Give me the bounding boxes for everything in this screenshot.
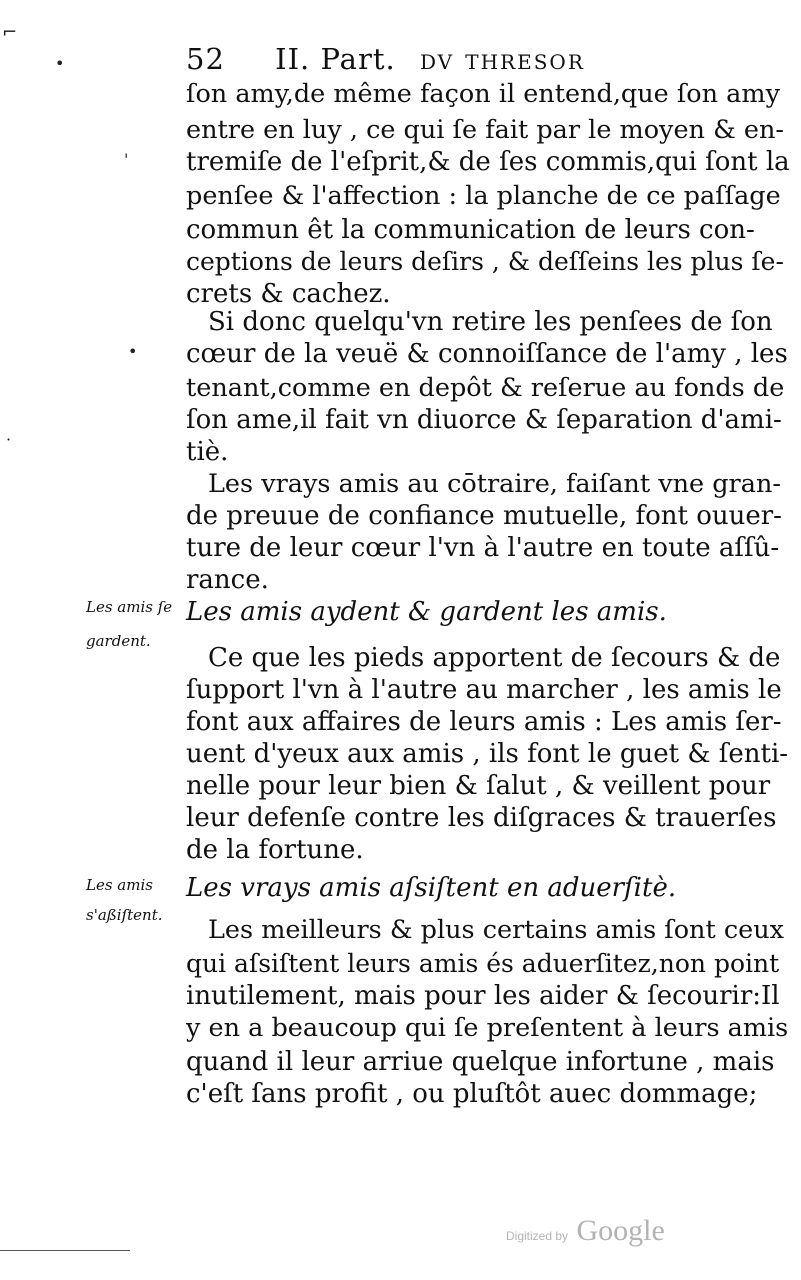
text-line: Si donc quelqu'vn retire les penſees de ſon [208,307,773,337]
text-line: ceptions de leurs deſirs , & deſſeins les plus ſe- [186,247,784,276]
text-line: rance. [186,565,269,595]
ink-mark: ' [124,150,129,169]
text-line: cœur de la veuë & connoiſſance de l'amy , les [186,339,788,369]
text-line: ſon ame,il fait vn diuorce & ſeparation d'ami- [186,405,782,435]
text-line: tenant,comme en depôt & reſerue au fonds de [186,373,785,403]
header-title: dv thresor [419,42,585,76]
text-line: tiè. [186,437,229,467]
text-line: Les meilleurs & plus certains amis ſont ceux [208,915,785,945]
margin-note: Les amis [86,876,153,894]
text-line: penſee & l'affection : la planche de ce paſſage [186,181,781,211]
ink-dot: • [55,54,65,73]
text-line: uent d'yeux aux amis , ils font le guet & ſenti- [186,739,789,769]
page-number: 52 [186,42,225,76]
margin-note: s'aßiſtent. [86,906,163,924]
watermark-digitized: Digitized by [506,1229,569,1243]
section-heading: Les vrays amis aſsiſtent en aduerſitè. [186,873,677,903]
ink-mark: · [6,430,12,449]
text-line: tremiſe de l'eſprit,& de ſes commis,qui ſont la [186,147,790,177]
text-line: ture de leur cœur l'vn à l'autre en toute aſſû- [186,533,780,563]
watermark-brand: Google [576,1214,665,1247]
text-line: entre en luy , ce qui ſe fait par le moyen & en- [186,115,785,145]
margin-note: gardent. [86,632,151,650]
text-line: y en a beaucoup qui ſe preſentent à leurs amis [186,1013,789,1043]
text-line: Les vrays amis au cōtraire, faiſant vne gran- [208,469,781,499]
text-line: ſon amy,de même façon il entend,que ſon amy [186,79,780,109]
text-line: leur defenſe contre les diſgraces & trauerſes [186,803,777,833]
ink-dot: • [128,342,138,361]
google-watermark [506,1214,665,1248]
text-line: qui aſsiſtent leurs amis és aduerſitez,non point [186,949,780,978]
text-line: crets & cachez. [186,279,391,309]
text-line: Ce que les pieds apportent de ſecours & de [208,643,781,673]
text-line: de la fortune. [186,835,364,865]
text-line: ſupport l'vn à l'autre au marcher , les amis le [186,675,782,705]
text-line: commun êt la communication de leurs con- [186,215,755,245]
header-part: II. Part. [275,42,396,76]
text-line: c'eſt ſans profit , ou pluſtôt auec dommage; [186,1079,758,1109]
text-line: font aux affaires de leurs amis : Les amis ſer- [186,707,782,737]
text-line: inutilement, mais pour les aider & ſecourir:Il [186,981,780,1011]
running-header [186,42,585,76]
text-line: de preuue de confiance mutuelle, font ouuer- [186,501,782,531]
margin-note: Les amis ſe [86,598,173,616]
page-edge-rule [0,1250,130,1251]
corner-mark: ⌐ [2,22,18,43]
text-line: nelle pour leur bien & ſalut , & veillent pour [186,771,771,801]
section-heading: Les amis aydent & gardent les amis. [186,597,667,627]
text-line: quand il leur arriue quelque infortune , mais [186,1047,775,1077]
